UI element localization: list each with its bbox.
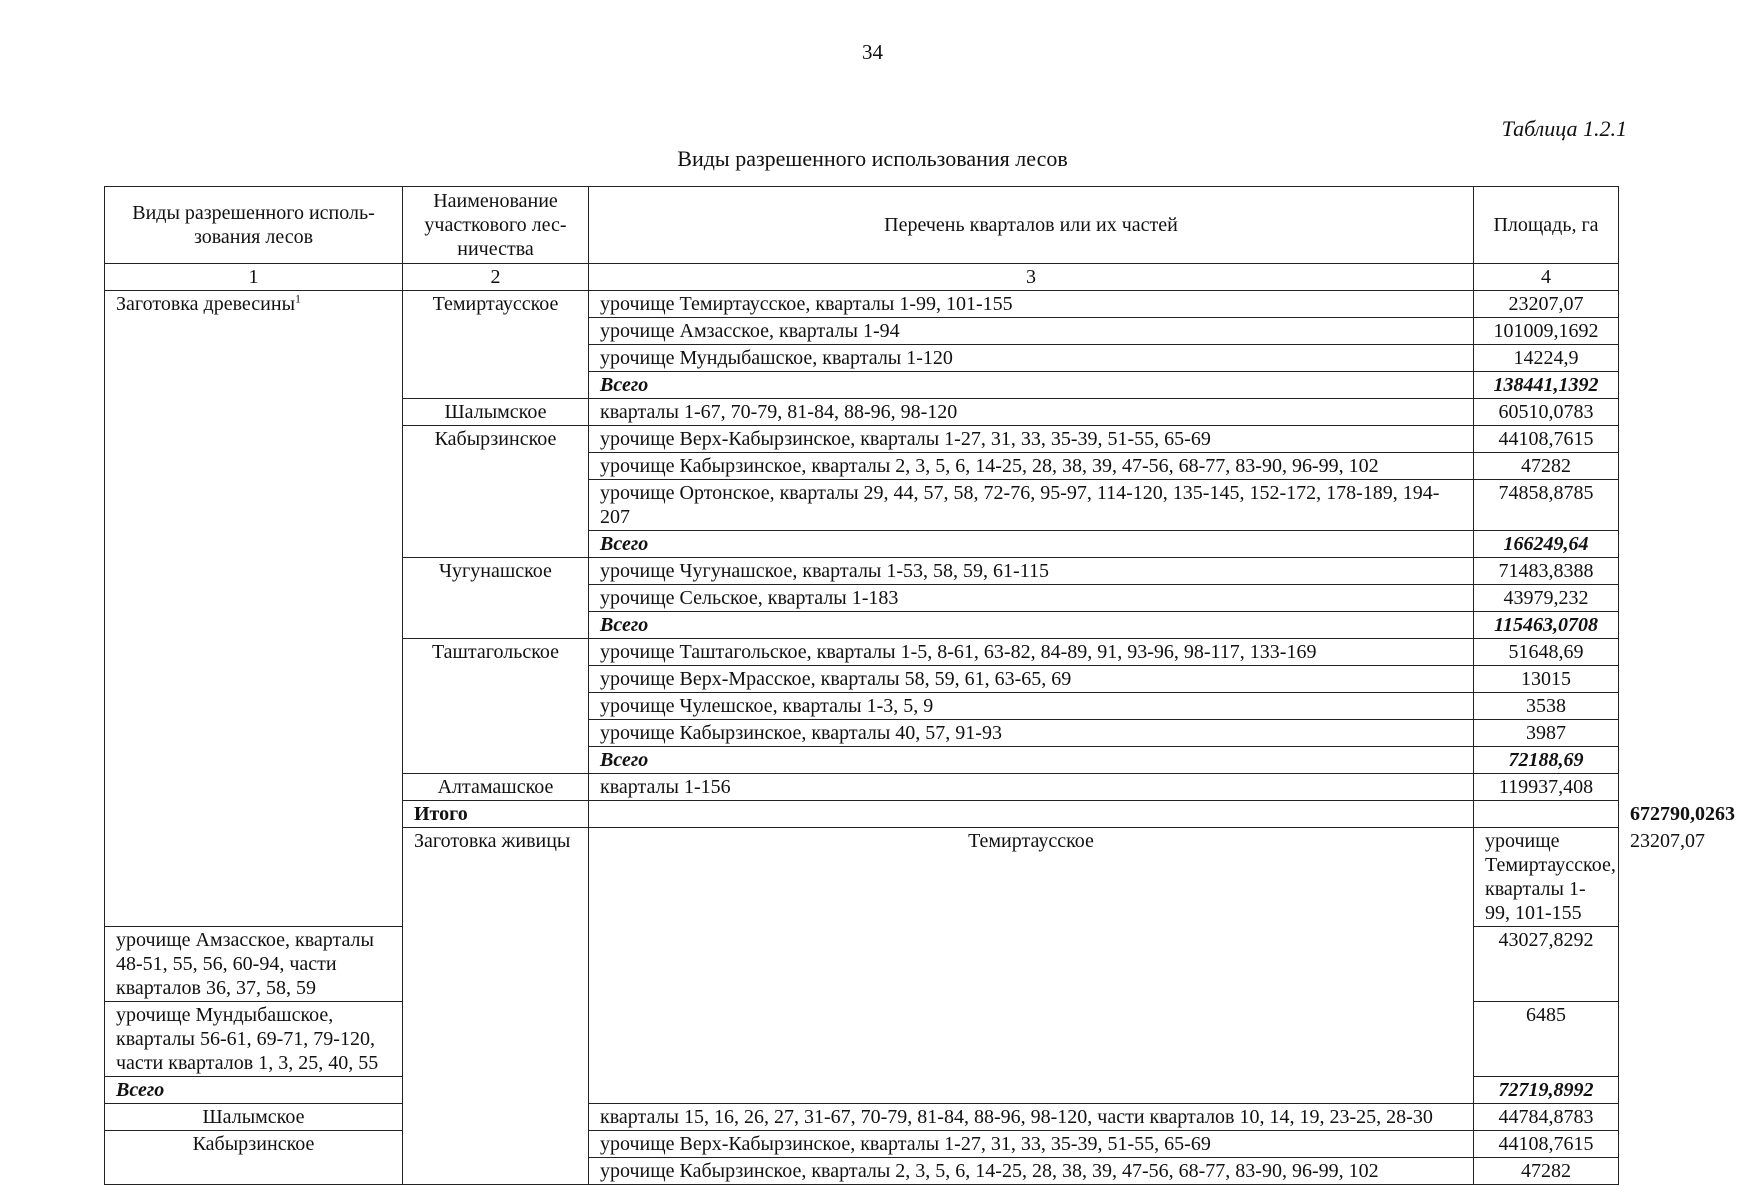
quarters-cell: кварталы 1-67, 70-79, 81-84, 88-96, 98-120 [589, 399, 1474, 426]
area-cell: 3987 [1474, 720, 1619, 747]
quarters-cell: урочище Темиртаусское, кварталы 1-99, 101-155 [1474, 828, 1619, 927]
subtotal-label: Всего [105, 1077, 403, 1104]
area-cell: 47282 [1474, 1158, 1619, 1185]
forestry-name: Темиртаусское [403, 291, 589, 399]
area-cell: 74858,8785 [1474, 480, 1619, 531]
use-type-label: Заготовка живицы [403, 828, 589, 1185]
forestry-name: Кабырзинское [403, 426, 589, 558]
subtotal-area: 115463,0708 [1474, 612, 1619, 639]
quarters-cell: урочище Ортонское, кварталы 29, 44, 57, 58, 72-76, 95-97, 114-120, 135-145, 152-172, 178-189, 194-207 [589, 480, 1474, 531]
area-cell: 101009,1692 [1474, 318, 1619, 345]
subtotal-area: 138441,1392 [1474, 372, 1619, 399]
quarters-cell: урочище Амзасское, кварталы 1-94 [589, 318, 1474, 345]
area-cell: 44108,7615 [1474, 426, 1619, 453]
area-cell: 43979,232 [1474, 585, 1619, 612]
empty-cell [589, 801, 1474, 828]
table-row [105, 1104, 1619, 1131]
forestry-name: Алтамашское [403, 774, 589, 801]
forest-use-table [104, 186, 1735, 1185]
area-cell: 43027,8292 [1474, 927, 1619, 1002]
area-cell: 13015 [1474, 666, 1619, 693]
forestry-name: Темиртаусское [589, 828, 1474, 1104]
table-row [105, 1131, 1619, 1158]
area-cell: 23207,07 [1474, 291, 1619, 318]
area-cell: 6485 [1474, 1002, 1619, 1077]
column-number: 2 [403, 264, 589, 291]
subtotal-label: Всего [589, 531, 1474, 558]
quarters-cell: кварталы 15, 16, 26, 27, 31-67, 70-79, 81-84, 88-96, 98-120, части кварталов 10, 14, 19, 23-25, 28-30 [589, 1104, 1474, 1131]
quarters-cell: урочище Мундыбашское, кварталы 1-120 [589, 345, 1474, 372]
area-cell: 44784,8783 [1474, 1104, 1619, 1131]
column-number: 4 [1474, 264, 1619, 291]
footnote-mark: 1 [295, 291, 302, 306]
quarters-cell: урочище Чулешское, кварталы 1-3, 5, 9 [589, 693, 1474, 720]
subtotal-area: 72188,69 [1474, 747, 1619, 774]
header-cell: Перечень кварталов или их частей [589, 187, 1474, 264]
quarters-cell: урочище Верх-Кабырзинское, кварталы 1-27, 31, 33, 35-39, 51-55, 65-69 [589, 1131, 1474, 1158]
forestry-name: Чугунашское [403, 558, 589, 639]
quarters-cell: урочище Кабырзинское, кварталы 2, 3, 5, 6, 14-25, 28, 38, 39, 47-56, 68-77, 83-90, 96-99, 102 [589, 453, 1474, 480]
quarters-cell: урочище Амзасское, кварталы 48-51, 55, 56, 60-94, части кварталов 36, 37, 58, 59 [105, 927, 403, 1002]
column-number: 1 [105, 264, 403, 291]
quarters-cell: урочище Верх-Кабырзинское, кварталы 1-27, 31, 33, 35-39, 51-55, 65-69 [589, 426, 1474, 453]
area-cell: 47282 [1474, 453, 1619, 480]
area-cell: 119937,408 [1474, 774, 1619, 801]
header-cell: Площадь, га [1474, 187, 1619, 264]
quarters-cell: кварталы 1-156 [589, 774, 1474, 801]
area-cell: 71483,8388 [1474, 558, 1619, 585]
quarters-cell: урочище Верх-Мрасское, кварталы 58, 59, 61, 63-65, 69 [589, 666, 1474, 693]
subtotal-label: Всего [589, 612, 1474, 639]
quarters-cell: урочище Кабырзинское, кварталы 40, 57, 91-93 [589, 720, 1474, 747]
subtotal-area: 166249,64 [1474, 531, 1619, 558]
table-label: Таблица 1.2.1 [1501, 116, 1627, 141]
use-type-cell [105, 291, 403, 927]
area-cell: 60510,0783 [1474, 399, 1619, 426]
forestry-name: Кабырзинское [105, 1131, 403, 1185]
quarters-cell: урочище Кабырзинское, кварталы 2, 3, 5, 6, 14-25, 28, 38, 39, 47-56, 68-77, 83-90, 96-99, 102 [589, 1158, 1474, 1185]
quarters-cell: урочище Таштагольское, кварталы 1-5, 8-61, 63-82, 84-89, 91, 93-96, 98-117, 133-169 [589, 639, 1474, 666]
empty-cell [1474, 801, 1619, 828]
quarters-cell: урочище Сельское, кварталы 1-183 [589, 585, 1474, 612]
table-row: Заготовка живицы Темиртаусское урочище Темиртаусское, кварталы 1-99, 101-155 23207,07 [105, 828, 1619, 927]
area-cell: 44108,7615 [1474, 1131, 1619, 1158]
subtotal-label: Всего [589, 747, 1474, 774]
grand-total-label: Итого [403, 801, 589, 828]
quarters-cell: урочище Чугунашское, кварталы 1-53, 58, 59, 61-115 [589, 558, 1474, 585]
grand-total-row: Итого 672790,0263 [105, 801, 1619, 828]
table-title: Виды разрешенного использования лесов [677, 146, 1068, 171]
subtotal-area: 72719,8992 [1474, 1077, 1619, 1104]
forestry-name: Таштагольское [403, 639, 589, 774]
forestry-name: Шалымское [403, 399, 589, 426]
area-cell: 3538 [1474, 693, 1619, 720]
table-row [105, 291, 1619, 318]
table-header-row [105, 187, 1619, 264]
header-cell: Наименование участкового лес-ничества [403, 187, 589, 264]
use-type-label: Заготовка древесины [116, 293, 296, 315]
page-number: 34 [862, 40, 883, 64]
subtotal-label: Всего [589, 372, 1474, 399]
area-cell: 51648,69 [1474, 639, 1619, 666]
forestry-name: Шалымское [105, 1104, 403, 1131]
column-number-row [105, 264, 1619, 291]
area-cell: 14224,9 [1474, 345, 1619, 372]
column-number: 3 [589, 264, 1474, 291]
quarters-cell: урочище Мундыбашское, кварталы 56-61, 69-71, 79-120, части кварталов 1, 3, 25, 40, 55 [105, 1002, 403, 1077]
quarters-cell: урочище Темиртаусское, кварталы 1-99, 101-155 [589, 291, 1474, 318]
header-cell: Виды разрешенного исполь-зования лесов [105, 187, 403, 264]
